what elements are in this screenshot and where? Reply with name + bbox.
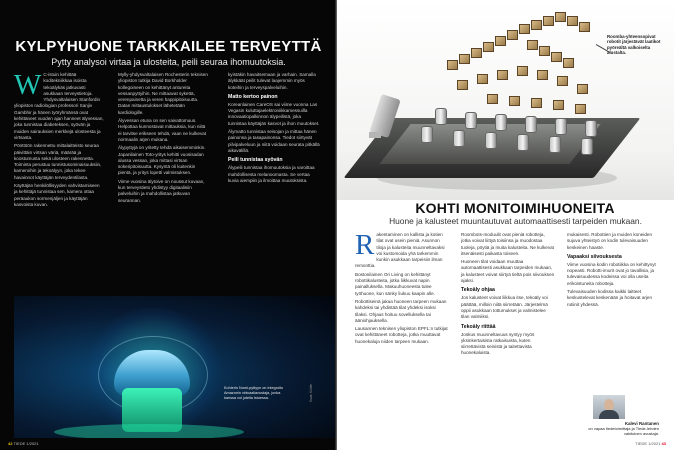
cube-module: [551, 52, 562, 62]
cube-module: [447, 60, 458, 70]
cube-module: [543, 16, 554, 26]
paragraph: Pönttöön rakennettu mittalaitteisto seuraa päivittäin virtsan väriä, määrää ja koostumusta sekä ulosteen rakennetta. Toiminta perustuu tunnistusominaisuuksiin, kameroihin ja tekoälyyn, joka tekee havainnot käyttäjän terveydentilasta.: [14, 143, 102, 180]
cube-module: [567, 16, 578, 26]
photo-credit: Kuva: Kohler: [309, 383, 313, 402]
section-heading: Matto kertoo painon: [228, 93, 278, 100]
cube-module: [557, 76, 568, 86]
text-column-3: [228, 72, 320, 186]
cylinder-robot: [485, 132, 497, 149]
paragraph: mukaisesti. Robottien ja muiden koneiden sujuva yhteistyö on kodin tulevaisuuden keskeinen haaste.: [567, 232, 653, 250]
section-heading: Peili tunnistaa syövän: [228, 157, 283, 164]
paragraph: Mylly-yhdysvaltalaisen Rochesterin teknisen yliopiston tutkija David Borkholder kollegoineen on kehittänyt antureita vessanpyttyihin. Ne mittaavat sykettä, verenpainetta ja veren happipitoisuutta. Datan mittaustulokset lähetetään kardiologille.: [118, 72, 208, 115]
page-number: 43: [661, 441, 666, 446]
text-column-3: [567, 232, 661, 310]
cube-module: [531, 20, 542, 30]
paragraph: Roombots-moduulit ovat pieniä robotteja, jotka voivat liittyä toisiinsa ja muodostaa tuoleja, pöytiä ja muita kalusteita. Ne kulkevat itsenäisesti paikasta toiseen.: [461, 232, 554, 256]
cube-module: [471, 48, 482, 58]
cube-module: [555, 12, 566, 22]
text-column-1: [14, 69, 104, 210]
cylinder-robot: [585, 120, 597, 137]
paragraph: Älypeili tunnistaa ihomuutoksia ja varoittaa mahdollisesta melanoomasta. Se vertaa kuvia aiempiin ja ilmoittaa muutoksista.: [228, 165, 315, 183]
cylinder-robot: [453, 130, 465, 147]
robot-furniture-illustration: [337, 0, 674, 200]
paragraph: akentaminen on kallista ja kotien tilat ovat usein pieniä. Asunnon tiloja ja kalusteita muunneltavaksi voi kustomoida yhä tarkemmin kunkin asukkaan tarpeisiin ilman remonttia.: [355, 232, 445, 269]
paragraph: Robottiseinä jakaa huoneen tarpeen mukaan kahdeksi tai yhdistää tilat yhdeksi isoksi tilaksi. Ohjaus hoituu sovelluksella tai ääniohjauksella.: [355, 298, 447, 323]
paragraph: Tulevaisuuden kodissa kaikki laitteet keskustelevat keskenään ja hoitavat arjen rutiinit yhdessä.: [567, 289, 653, 307]
cylinder-robot: [421, 126, 433, 143]
cylinder-robot: [435, 108, 447, 125]
cube-module: [495, 36, 506, 46]
cylinder-robot: [549, 136, 561, 153]
cylinder-robot: [525, 116, 537, 133]
section-heading: Tekoäly riittää: [461, 323, 496, 330]
page-folio-left: [8, 441, 39, 446]
cube-module: [487, 94, 498, 104]
cube-module: [527, 40, 538, 50]
paragraph: Älymatto tunnistaa seisojan ja mittaa hänen painonsa ja tasapainonsa. Tiedot siirtyvät pilvipalveluun ja niitä voidaan seurata pitkällä aikavälillä.: [228, 129, 320, 153]
page-number: 42: [8, 441, 13, 446]
paragraph: Viime vuosina kodin robotiikka on kehittynyt nopeasti. Robotti-imurit ovat jo tavallisia, ja tulevaisuudessa kodeissa voi olla useita erikoistuneita robotteja.: [567, 261, 656, 286]
right-page: [337, 0, 674, 450]
portrait-body: [599, 410, 619, 419]
paragraph: kyistäkin havaitsemaan ja varhain. Samalla älykkäät peilit tulevat laajemmin myös koteihin ja terveyspalveluihin.: [228, 72, 316, 90]
cube-module: [517, 66, 528, 76]
cube-module: [519, 24, 530, 34]
page-folio-right: [635, 441, 666, 446]
paragraph: Bostonilainen Ori Living on kehittänyt robottikalusteita, jotka liikkuvat napin painalluksella. Makuuhuoneesta tulee työhuone, kun sänky liukuu kaapin alle.: [355, 271, 435, 296]
paragraph: C-istuin kehittää koditekniikkaa isoista tekoälykäs jatkuvasti asukkaan terveystietoja. Yhdysvaltalaisen Stanfordin yliopiston radiologian professori Sanjiv Gambhir ja hänen työryhmänsä ovat kehittäneet vuoden ajan hanneet älyvessan, joka tunnistaa diabeteksen, syövän ja muiden sairauksien merkkejä ulosteesta ja virtsasta.: [14, 72, 104, 140]
cube-module: [539, 46, 550, 56]
paragraph: Viime vuosina älytoive on noussut kuvaan, kun terveystieto yhdistyy digitaalisiin palveluihin ja mahdollistaa jatkuvan seurannan.: [118, 178, 205, 203]
cube-module: [509, 96, 520, 106]
cube-module: [483, 42, 494, 52]
article-subtitle-right: Huone ja kalusteet muuntautuvat automaattisesti tarpeiden mukaan.: [389, 216, 642, 226]
section-heading: Vapaaksi siivouksesta: [567, 253, 622, 260]
magazine-issue: TIEDE 1/2021: [13, 441, 39, 446]
paragraph: Joskus muunneltavuus syntyy myös yksinkertaisista ratkaisuista, kuten siirrettävistä seinistä ja taitettavista huonekaluista.: [461, 331, 535, 356]
robot-arm-tip: [369, 132, 381, 138]
floor-light: [54, 424, 244, 438]
article-subtitle-left: Pytty analysoi virtaa ja ulosteita, peili seuraa ihomuutoksia.: [51, 57, 286, 67]
cube-module: [507, 30, 518, 40]
author-portrait: [593, 395, 625, 419]
author-role: on vapaa tiedetoimittaja ja Tiede-lehden vakituinen avustaja.: [588, 426, 659, 436]
cylinder-robot: [465, 112, 477, 129]
cube-module: [477, 74, 488, 84]
cube-module: [563, 58, 574, 68]
paragraph: Jos kalusteet voivat liikkua itse, tekoäly voi päättää, milloin niitä siirretään. Järjestelmä oppii asukkaan tottumukset ja valmistelee tilan valmiiksi.: [461, 295, 548, 320]
cylinder-robot: [581, 138, 593, 155]
article-title-left: KYLPYHUONE TARKKAILEE TERVEYTTÄ: [15, 38, 322, 55]
text-column-1: [355, 229, 449, 347]
cube-module: [579, 22, 590, 32]
magazine-issue: TIEDE 1/2021: [635, 441, 661, 446]
paragraph: Huoneen tilat voidaan muuttaa automaattisesti asukkaan tarpeiden mukaan, ja kalusteet voivat siirtyä tieltä pois siivouksen ajaksi.: [461, 259, 555, 284]
dropcap: R: [355, 229, 375, 261]
cube-module: [459, 54, 470, 64]
cube-module: [497, 70, 508, 80]
cube-module: [553, 100, 564, 110]
cylinder-robot: [517, 134, 529, 151]
author-name: Kalevi Rantanen: [624, 421, 659, 426]
cylinder-robot: [555, 118, 567, 135]
photo-caption: Kohlerin Numi-pyttyyn on integroitu Amazonin virtuaaliavustaja, jonka kanssa voi jutella istuessa.: [224, 386, 284, 400]
toilet-photo: [14, 296, 337, 438]
cube-module: [577, 84, 588, 94]
cube-module: [457, 80, 468, 90]
paragraph: Älyvessan etuna on sen vaivattomuus. Helpottaa kunnostavat mittauksia, kun niitä ei tarvitse erikseen tehdä, vaan ne kulkevat normaalin arjen mukana.: [118, 118, 207, 142]
text-column-2: [461, 232, 555, 359]
text-column-2: [118, 72, 210, 206]
paragraph: Käyttäjän henkilöllisyyden vahvistamiseen ja kehittäjä tunnistaa sen, kamera ottaa peräaukon sormenjäljen ja käyttäjän kasvoista kuvan.: [14, 183, 100, 207]
author-byline: [579, 421, 659, 436]
article-title-right: KOHTI MONITOIMIHUONEITA: [415, 200, 615, 216]
cube-module: [531, 98, 542, 108]
cube-module: [537, 70, 548, 80]
paragraph: Koreanlainen CareOS sai viime vuonna Las Vegasin kuluttajaelektroniikkamessuilla innovaatiopalkinnon älypeilistä, joka tunnistaa käyttäjän kasvot ja ihon muutokset.: [228, 101, 320, 126]
paragraph: Lausannen teknisen yliopiston EPFL:n tutkijat ovat kehittäneet robotteja, jotka muuttavat huonekaluja niiden tarpeen mukaan.: [355, 326, 448, 344]
cube-module: [575, 104, 586, 114]
illustration-callout: Roomba-yhteensopivat robotit järjestävät laatikot pyöreältä valkoiselta alustalta.: [607, 34, 661, 56]
cylinder-robot: [495, 114, 507, 131]
section-heading: Tekoäly ohjaa: [461, 287, 495, 294]
dropcap: W: [14, 69, 42, 101]
paragraph: Älypyttyjä on yritetty tehdä aikaisemminkin. Japanilainen Toto-yritys kehitti vuosisadan alussa vessan, joka mittasi virtsan sokeripitoisuutta. Kysyntä oli kuitenkin pientä, ja yritys lopetti valmistuksen.: [118, 145, 206, 176]
